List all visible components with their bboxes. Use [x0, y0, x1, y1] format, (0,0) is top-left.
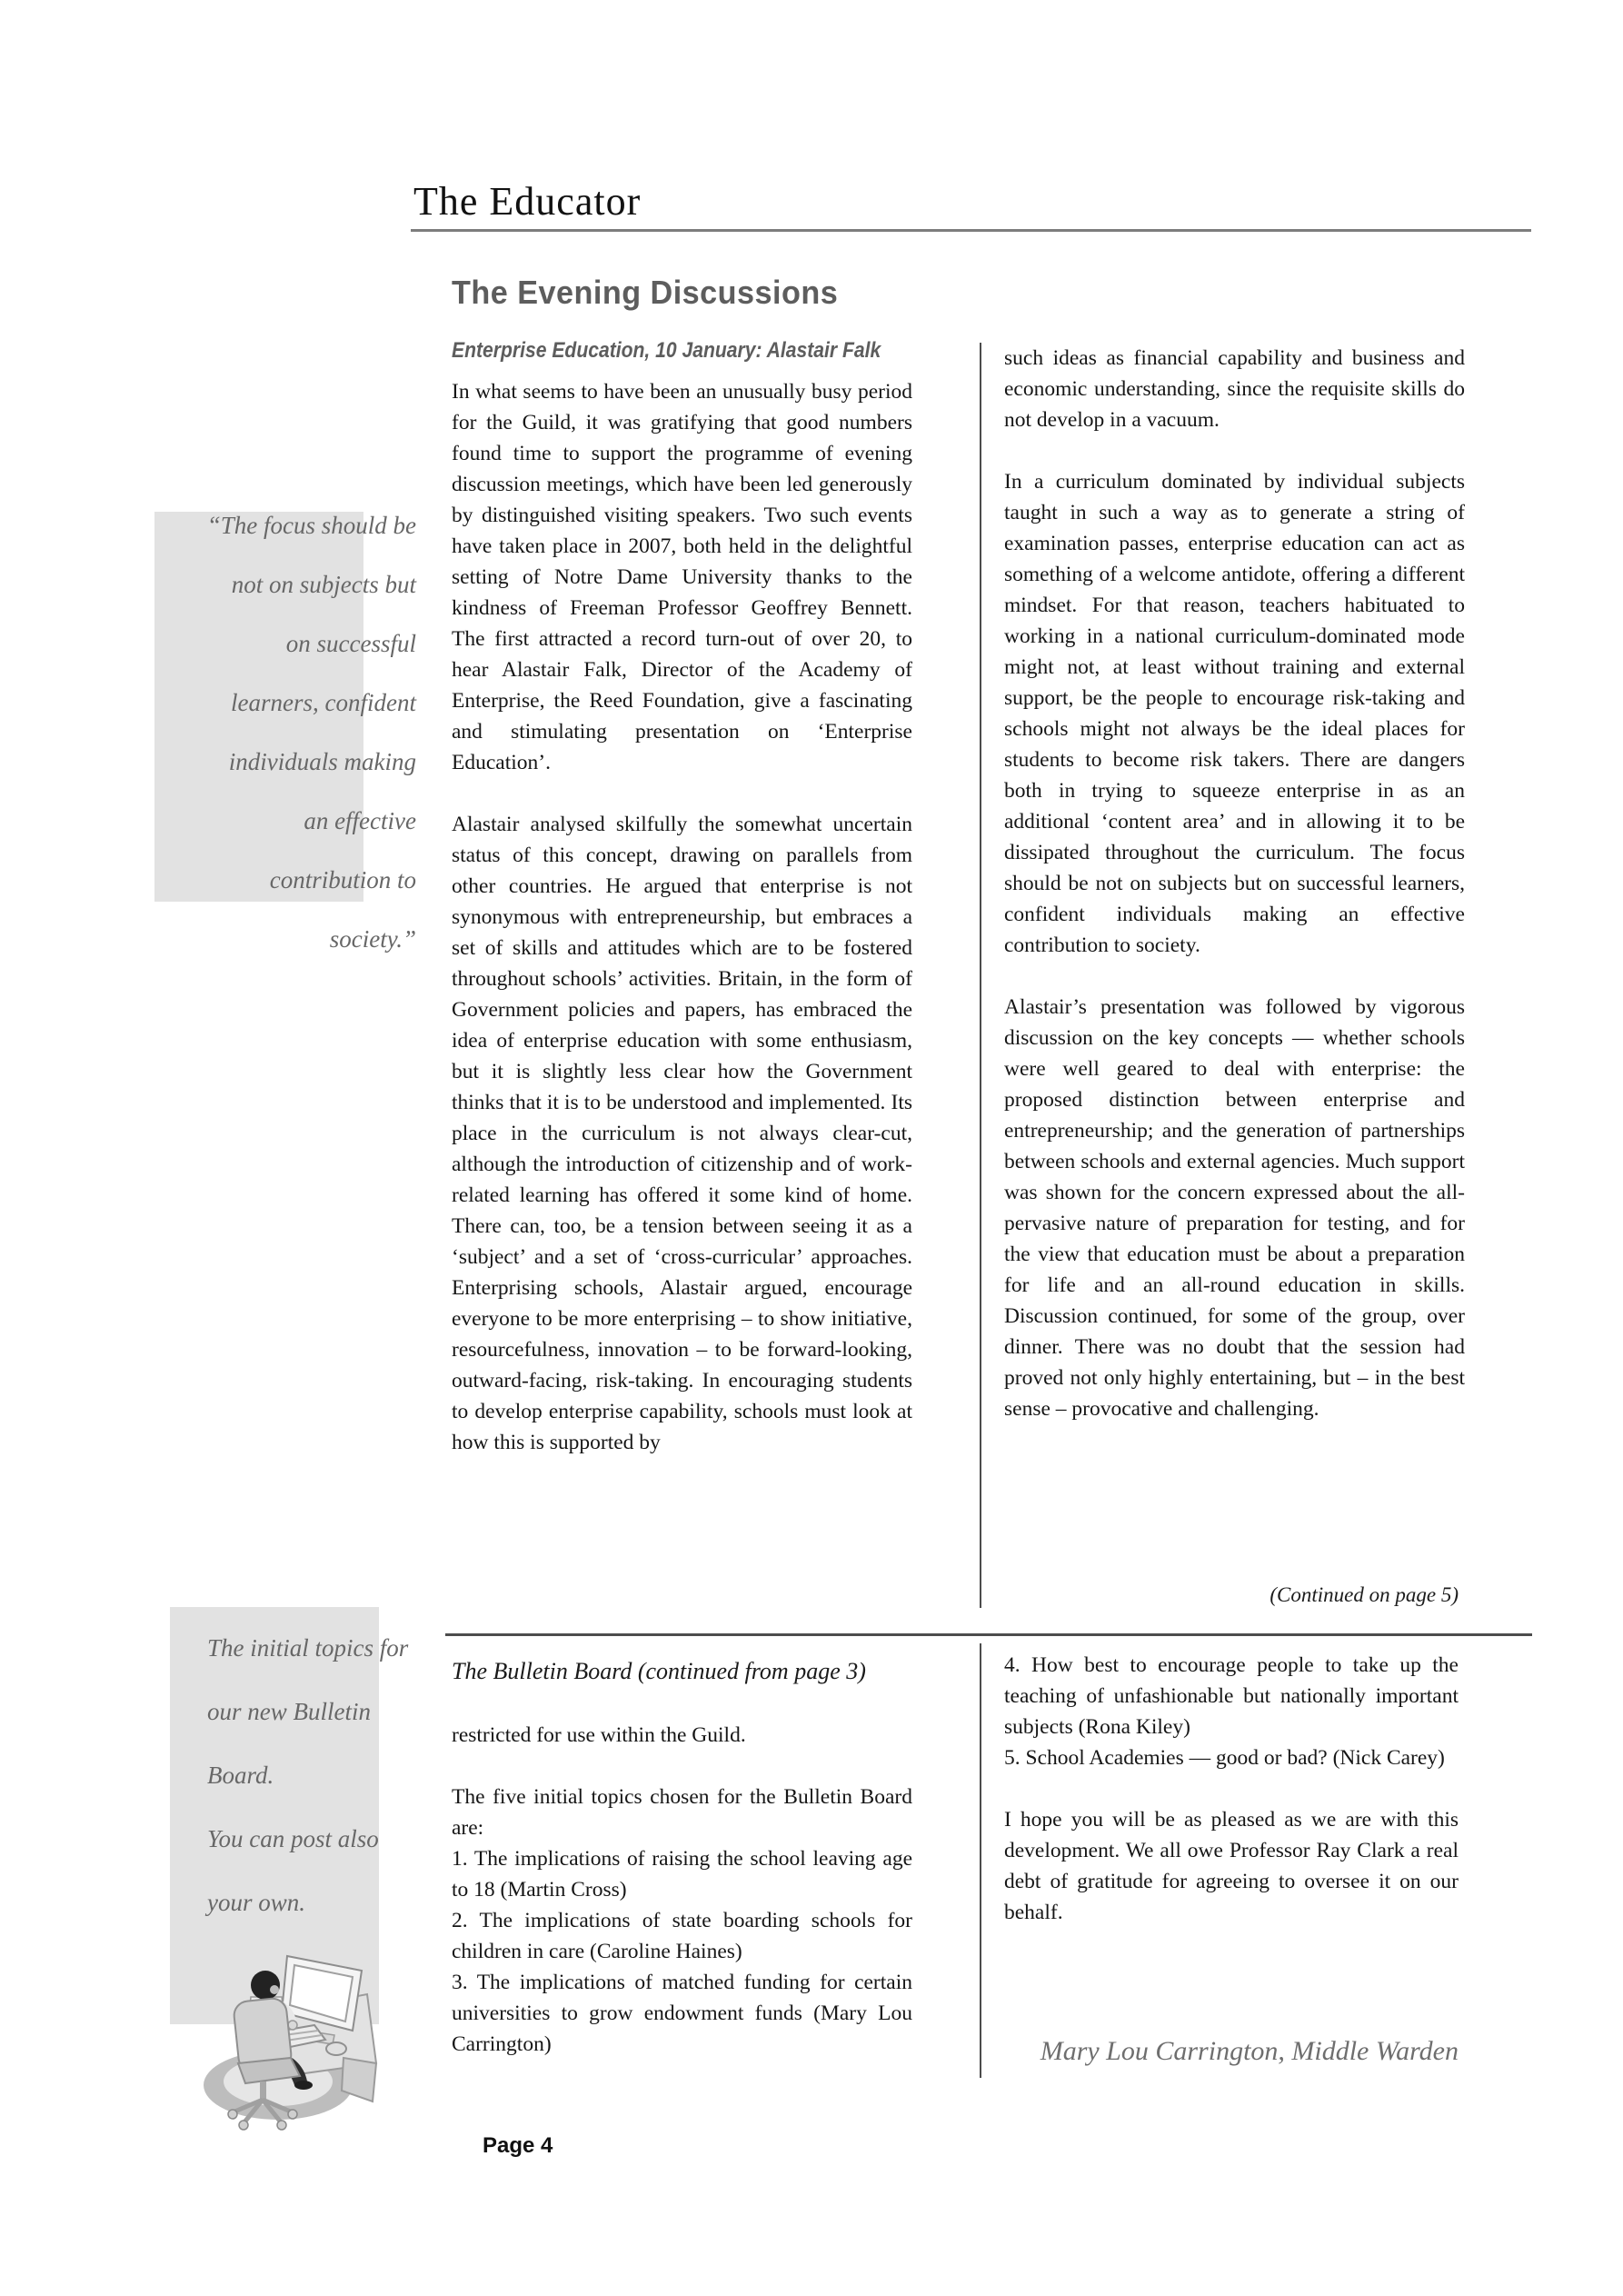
masthead-rule: [411, 229, 1531, 232]
pull-quote-2: [207, 1616, 434, 1934]
pull-quote-1: [109, 496, 416, 969]
pull-quote-line: contribution to: [269, 866, 416, 893]
section-rule: [445, 1633, 1532, 1636]
pull-quote-line: Board.: [207, 1762, 274, 1789]
pull-quote-line: your own.: [207, 1889, 305, 1916]
continued-note: (Continued on page 5): [1270, 1583, 1459, 1606]
bulletin-column-2: [1004, 1650, 1459, 2013]
pull-quote-line: You can post also: [207, 1825, 379, 1852]
signature: Mary Lou Carrington, Middle Warden: [1040, 2036, 1459, 2066]
bulletin-list-item: 3. The implications of matched funding for certain universities to grow endowment funds (Mary Lou Carrington): [452, 1971, 912, 2056]
pull-quote-line: “The focus should be: [206, 512, 416, 539]
column-divider-bulletin: [980, 1643, 981, 2078]
article-paragraph: In what seems to have been an unusually busy period for the Guild, it was gratifying that good numbers found time to support the programme of evening discussion meetings, which have been led generously by distinguished visiting speakers. Two such events have taken place in 2007, both held in the delightful setting of Notre Dame University thanks to the kindness of Freeman Professor Geoffrey Bennett. The first attracted a record turn-out of over 20, to hear Alastair Falk, Director of the Academy of Enterprise, the Reed Foundation, give a fascinating and stimulating presentation on ‘Enterprise Education’.: [452, 380, 912, 774]
pull-quote-line: our new Bulletin: [207, 1698, 371, 1725]
pull-quote-line: learners, confident: [231, 689, 416, 716]
pull-quote-line: an effective: [304, 807, 416, 834]
pull-quote-line: The initial topics for: [207, 1634, 409, 1662]
article-paragraph: such ideas as financial capability and business and economic understanding, since the requisite skills do not develop in a vacuum.: [1004, 346, 1465, 432]
bulletin-paragraph: restricted for use within the Guild.: [452, 1723, 746, 1747]
page-title: The Educator: [413, 179, 642, 224]
pull-quote-line: not on subjects but: [231, 571, 416, 598]
article-paragraph: Alastair analysed skilfully the somewhat uncertain status of this concept, drawing on parallels from other countries. He argued that enterprise is not synonymous with entrepreneurship, but embraces a set of skills and attitudes which are to be fostered throughout schools’ activities. Britain, in the form of Government policies and papers, has embraced the idea of enterprise education with some enthusiasm, but it is slightly less clear how the Government thinks that it is to be understood and implemented. Its place in the curriculum is not always clear-cut, although the introduction of citizenship and of work-related learning has offered it some kind of home. There can, too, be a tension between seeing it as a ‘subject’ and a set of ‘cross-curricular’ approaches. Enterprising schools, Alastair argued, encourage everyone to be more enterprising – to show initiative, resourcefulness, innovation – to be forward-looking, outward-facing, risk-taking. In encouraging students to develop enterprise capability, schools must look at how this is supported by: [452, 813, 912, 1454]
bulletin-column-1: [452, 1720, 912, 2138]
pull-quote-line: society.”: [329, 925, 416, 953]
page-number: Page 4: [483, 2133, 553, 2158]
article-paragraph: Alastair’s presentation was followed by vigorous discussion on the key concepts — whether schools were well geared to deal with enterprise: the proposed distinction between enterprise and entrepreneurship; and the generation of partnerships between schools and external agencies. Much support was shown for the concern expressed about the all-pervasive nature of preparation for testing, and for the view that education must be about a preparation for life and an all-round education in skills. Discussion continued, for some of the group, over dinner. There was no doubt that the session had proved not only highly entertaining, but – in the best sense – provocative and challenging.: [1004, 995, 1465, 1421]
pull-quote-line: on successful: [285, 630, 416, 657]
article-column-1: [452, 376, 912, 1620]
column-divider: [980, 343, 981, 1608]
article-byline: Enterprise Education, 10 January: Alastair Falk: [452, 338, 881, 363]
article-column-2: [1004, 343, 1465, 1552]
person-at-computer-illustration: [198, 1947, 378, 2133]
article-heading: The Evening Discussions: [452, 274, 839, 311]
bulletin-paragraph: The five initial topics chosen for the Bulletin Board are:: [452, 1785, 912, 1840]
bulletin-list-item: 2. The implications of state boarding schools for children in care (Caroline Haines): [452, 1909, 912, 1963]
bulletin-list-item: 1. The implications of raising the school leaving age to 18 (Martin Cross): [452, 1847, 912, 1902]
bulletin-list-item: 4. How best to encourage people to take up the teaching of unfashionable but nationally important subjects (Rona Kiley): [1004, 1653, 1459, 1739]
bulletin-list-item: 5. School Academies — good or bad? (Nick Carey): [1004, 1746, 1445, 1770]
pull-quote-line: individuals making: [228, 748, 416, 775]
article-paragraph: In a curriculum dominated by individual subjects taught in such a way as to generate a string of examination passes, enterprise education can act as something of a welcome antidote, offering a different mindset. For that reason, teachers habituated to working in a national curriculum-dominated mode might not, at least without training and external support, be the people to encourage risk-taking and schools might not always be the ideal places for students to become risk takers. There are dangers both in trying to squeeze enterprise in as an additional ‘content area’ and in allowing it to be dissipated throughout the curriculum. The focus should be not on subjects but on successful learners, confident individuals making an effective contribution to society.: [1004, 470, 1465, 957]
bulletin-paragraph: I hope you will be as pleased as we are with this development. We all owe Professor Ray Clark a real debt of gratitude for agreeing to oversee it on our behalf.: [1004, 1808, 1459, 1924]
bulletin-title: The Bulletin Board (continued from page 3): [452, 1658, 866, 1684]
